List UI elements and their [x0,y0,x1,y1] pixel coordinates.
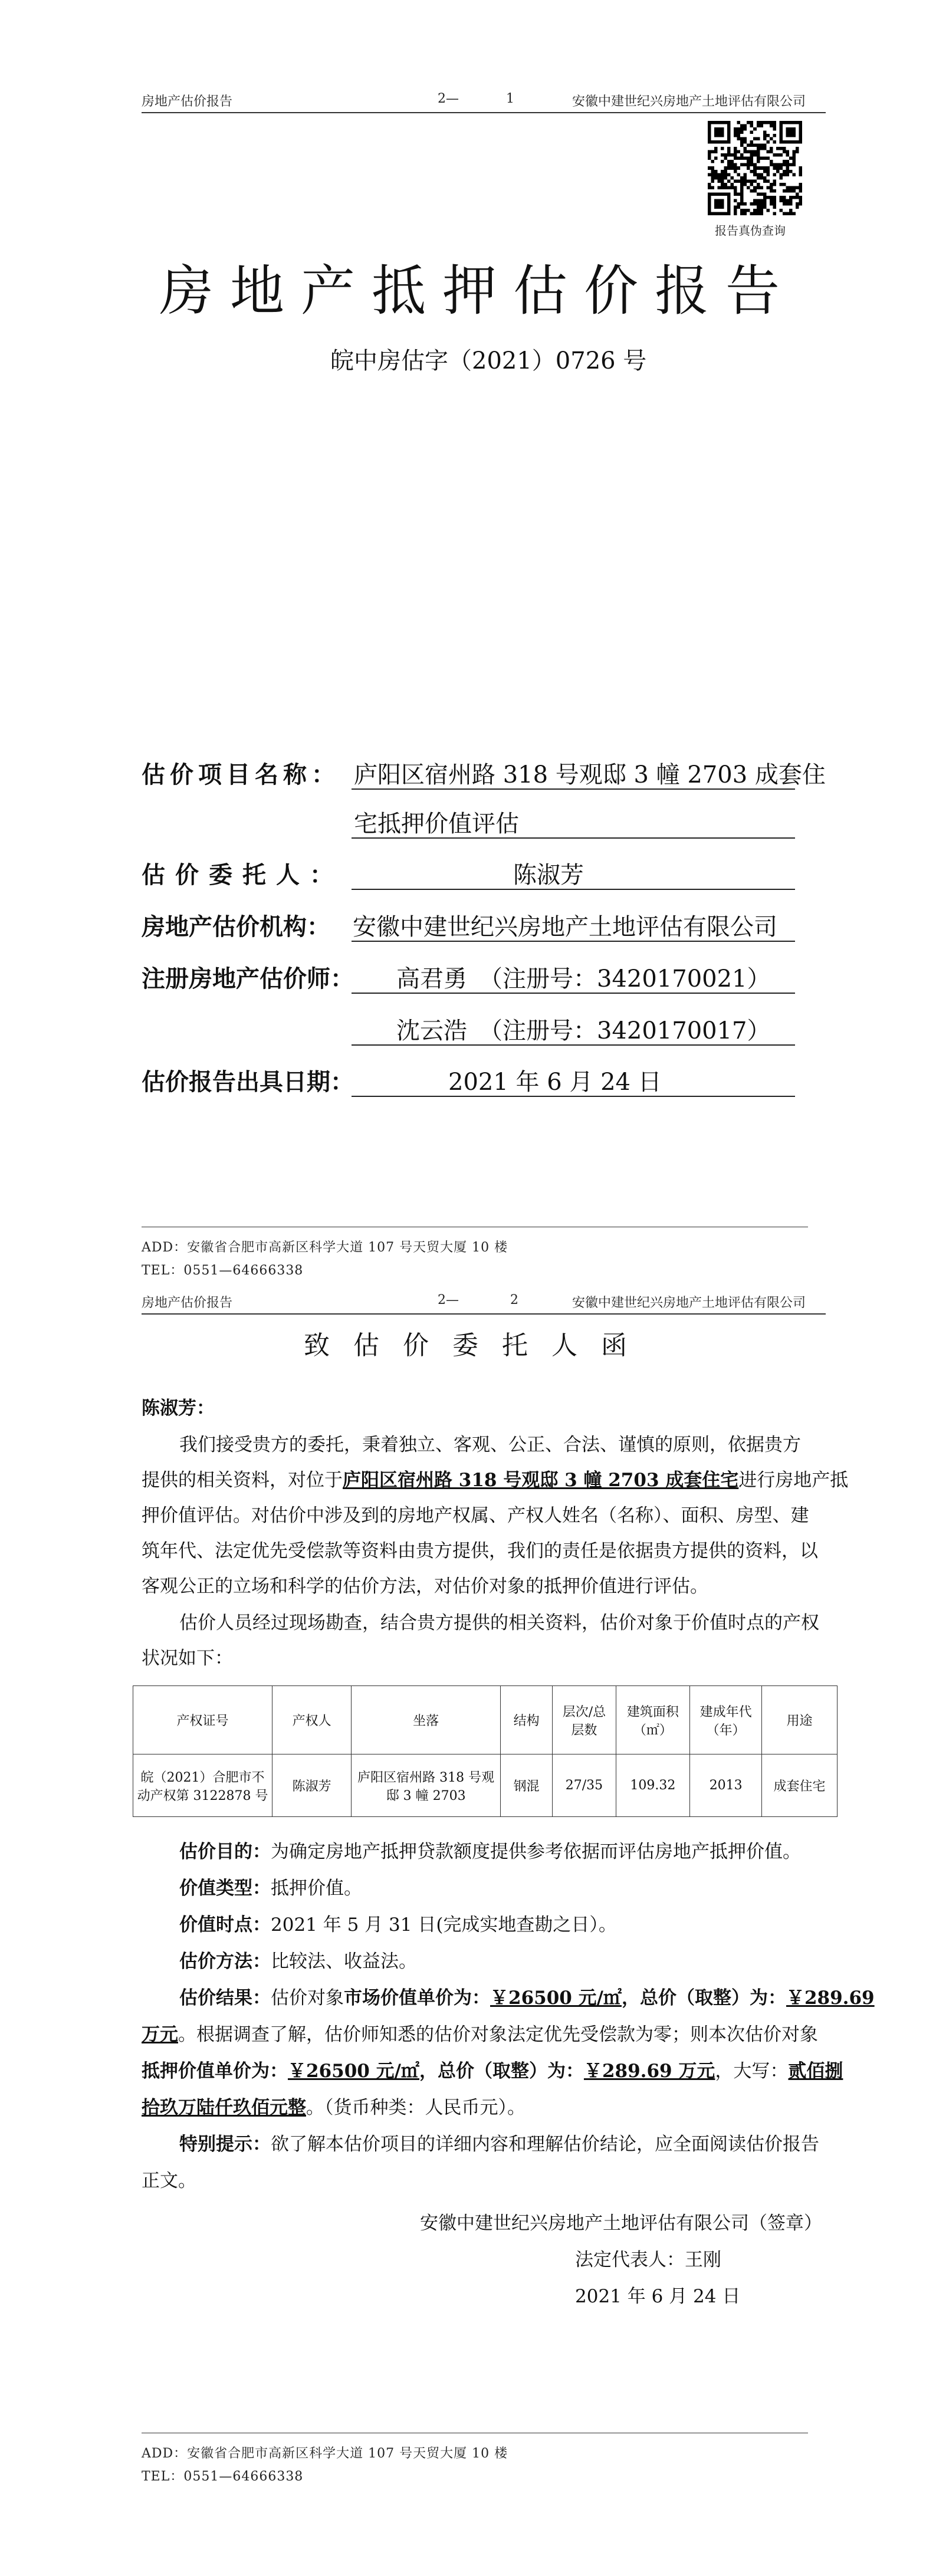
property-rights-table [133,1685,838,1817]
result-line2 [142,2017,818,2052]
result-t15: 。（货币种类：人民币元）。 [306,2097,526,2118]
appraiser-1: 高君勇 （注册号：3420170021） [396,965,771,993]
method-label: 估价方法： [179,1951,271,1972]
method-line [179,1944,417,1979]
para1-line2-c: 进行房地产抵 [738,1470,849,1491]
report-date-label: 估价报告出具日期： [142,1068,354,1096]
market-unit-price: ￥26500 元/㎡ [490,1987,622,2009]
para1-property-address: 庐阳区宿州路 318 号观邸 3 幢 2703 成套住宅 [343,1470,739,1491]
para2-line2: 状况如下： [142,1648,233,1669]
page1-footer-tel: TEL：0551—64666338 [142,1263,304,1278]
para1-line1: 我们接受贵方的委托，秉着独立、客观、公正、合法、谨慎的原则，依据贵方 [179,1434,801,1455]
para1-line2-a: 提供的相关资料，对位于 [142,1470,343,1491]
table-header-area: 建筑面积（㎡） [616,1686,690,1754]
page2-footer-tel: TEL：0551—64666338 [142,2469,304,2484]
para1-line5: 客观公正的立场和科学的估价方法，对估价对象的抵押价值进行评估。 [142,1576,708,1597]
notice-text: 欲了解本估价项目的详细内容和理解估价结论，应全面阅读估价报告 [271,2134,819,2155]
table-header-floor: 层次/总层数 [553,1686,616,1754]
report-ref-number: 皖中房估字（2021）0726 号 [330,347,647,374]
table-cell-cert: 皖（2021）合肥市不动产权第 3122878 号 [133,1754,272,1817]
page2-header-right: 安徽中建世纪兴房地产土地评估有限公司 [572,1296,806,1310]
purpose-label: 估价目的： [179,1841,271,1862]
page2-footer-address: ADD：安徽省合肥市高新区科学大道 107 号天贸大厦 10 楼 [142,2446,508,2461]
table-header-year: 建成年代（年） [690,1686,762,1754]
para2-line1: 估价人员经过现场勘查，结合贵方提供的相关资料，估价对象于价值时点的产权 [179,1612,819,1634]
appraiser-label: 注册房地产估价师： [142,965,354,993]
signature-representative: 法定代表人：王刚 [575,2249,721,2271]
market-total-unit: 万元 [142,2024,178,2045]
project-name-label: 估价项目名称： [142,761,340,788]
notice-label: 特别提示： [179,2134,271,2155]
appraiser-2-underline [352,1044,795,1046]
agency-label: 房地产估价机构： [142,913,330,941]
result-t7: 。根据调查了解，估价师知悉的估价对象法定优先受偿款为零；则本次估价对象 [178,2024,818,2045]
project-name-value-2: 宅抵押价值评估 [354,810,519,837]
result-t1: 估价对象 [271,1987,344,2009]
project-name-underline [352,788,795,790]
para1-line2 [142,1463,848,1498]
para1-line4: 筑年代、法定优先受偿款等资料由贵方提供，我们的责任是依据贵方提供的资料，以 [142,1540,818,1562]
result-t8: 抵押价值单价为： [142,2061,288,2082]
table-header-owner: 产权人 [272,1686,352,1754]
table-header-location: 坐落 [352,1686,501,1754]
notice-line1 [179,2127,819,2162]
page1-header-rule [142,112,826,113]
client-label: 估价委托人： [142,861,343,889]
page2-header-left: 房地产估价报告 [142,1296,233,1310]
agency-underline [352,941,795,942]
value-type-value: 抵押价值。 [271,1878,362,1899]
qr-caption: 报告真伪查询 [715,224,786,238]
purpose-line [179,1834,801,1869]
salutation: 陈淑芳： [142,1398,215,1419]
result-t10: ，总价（取整）为： [419,2061,584,2082]
table-header-structure: 结构 [500,1686,552,1754]
table-cell-use: 成套住宅 [762,1754,838,1817]
value-date-label: 价值时点： [179,1914,271,1936]
value-date-value: 2021 年 5 月 31 日(完成实地查勘之日）。 [271,1914,617,1936]
market-total-price: ￥289.69 [786,1987,875,2009]
agency-value: 安徽中建世纪兴房地产土地评估有限公司 [353,914,777,941]
table-header-use: 用途 [762,1686,838,1754]
result-t2: 市场价值单价为： [344,1987,490,2009]
result-t4: ，总价（取整）为： [621,1987,786,2009]
mortgage-total-words-1: 贰佰捌 [788,2061,843,2082]
client-value: 陈淑芳 [513,862,584,889]
page1-header-page-prefix: 2— [438,91,459,106]
table-header-row [133,1686,838,1754]
page2-header-rule [142,1313,826,1315]
project-name-value: 庐阳区宿州路 318 号观邸 3 幢 2703 成套住 [354,761,826,788]
result-line1 [179,1980,875,2016]
table-cell-floor: 27/35 [553,1754,616,1817]
notice-line2: 正文。 [142,2170,196,2191]
appraiser-1-underline [352,993,795,994]
value-type-line [179,1871,362,1906]
page1-header-left: 房地产估价报告 [142,94,233,109]
signature-date: 2021 年 6 月 24 日 [575,2286,741,2307]
table-row [133,1754,838,1817]
appraiser-2: 沈云浩 （注册号：3420170017） [396,1017,771,1044]
table-cell-area: 109.32 [616,1754,690,1817]
value-type-label: 价值类型： [179,1878,271,1899]
para1-line3: 押价值评估。对估价中涉及到的房地产权属、产权人姓名（名称）、面积、房型、建 [142,1505,809,1526]
report-title: 房地产抵押估价报告 [159,259,797,323]
report-date-value: 2021 年 6 月 24 日 [448,1069,662,1096]
letter-title: 致估价委托人函 [304,1330,651,1361]
page2-header-page-prefix: 2— [438,1293,459,1307]
result-label: 估价结果： [179,1987,271,2009]
result-line4 [142,2090,526,2125]
table-header-cert: 产权证号 [133,1686,272,1754]
page2-header-page-num: 2 [510,1293,518,1307]
result-line3 [142,2053,843,2089]
purpose-value: 为确定房地产抵押贷款额度提供参考依据而评估房地产抵押价值。 [271,1841,801,1862]
page1-header-right: 安徽中建世纪兴房地产土地评估有限公司 [572,94,806,109]
page1-header-page-num: 1 [506,91,514,106]
mortgage-total-words-2: 拾玖万陆仟玖佰元整 [142,2097,306,2118]
client-underline [352,889,795,890]
page1-footer-address: ADD：安徽省合肥市高新区科学大道 107 号天贸大厦 10 楼 [142,1240,508,1255]
value-date-line [179,1907,617,1943]
table-cell-location: 庐阳区宿州路 318 号观邸 3 幢 2703 [352,1754,501,1817]
qr-code-icon[interactable] [708,121,802,215]
table-cell-structure: 钢混 [500,1754,552,1817]
project-name-underline-2 [352,837,795,839]
mortgage-unit-price: ￥26500 元/㎡ [288,2061,419,2082]
table-cell-year: 2013 [690,1754,762,1817]
report-date-underline [352,1096,795,1097]
result-t12: ，大写： [715,2061,789,2082]
method-value: 比较法、收益法。 [271,1951,417,1972]
signature-company: 安徽中建世纪兴房地产土地评估有限公司（签章） [420,2213,822,2234]
table-cell-owner: 陈淑芳 [272,1754,352,1817]
mortgage-total-price: ￥289.69 万元 [583,2061,715,2082]
